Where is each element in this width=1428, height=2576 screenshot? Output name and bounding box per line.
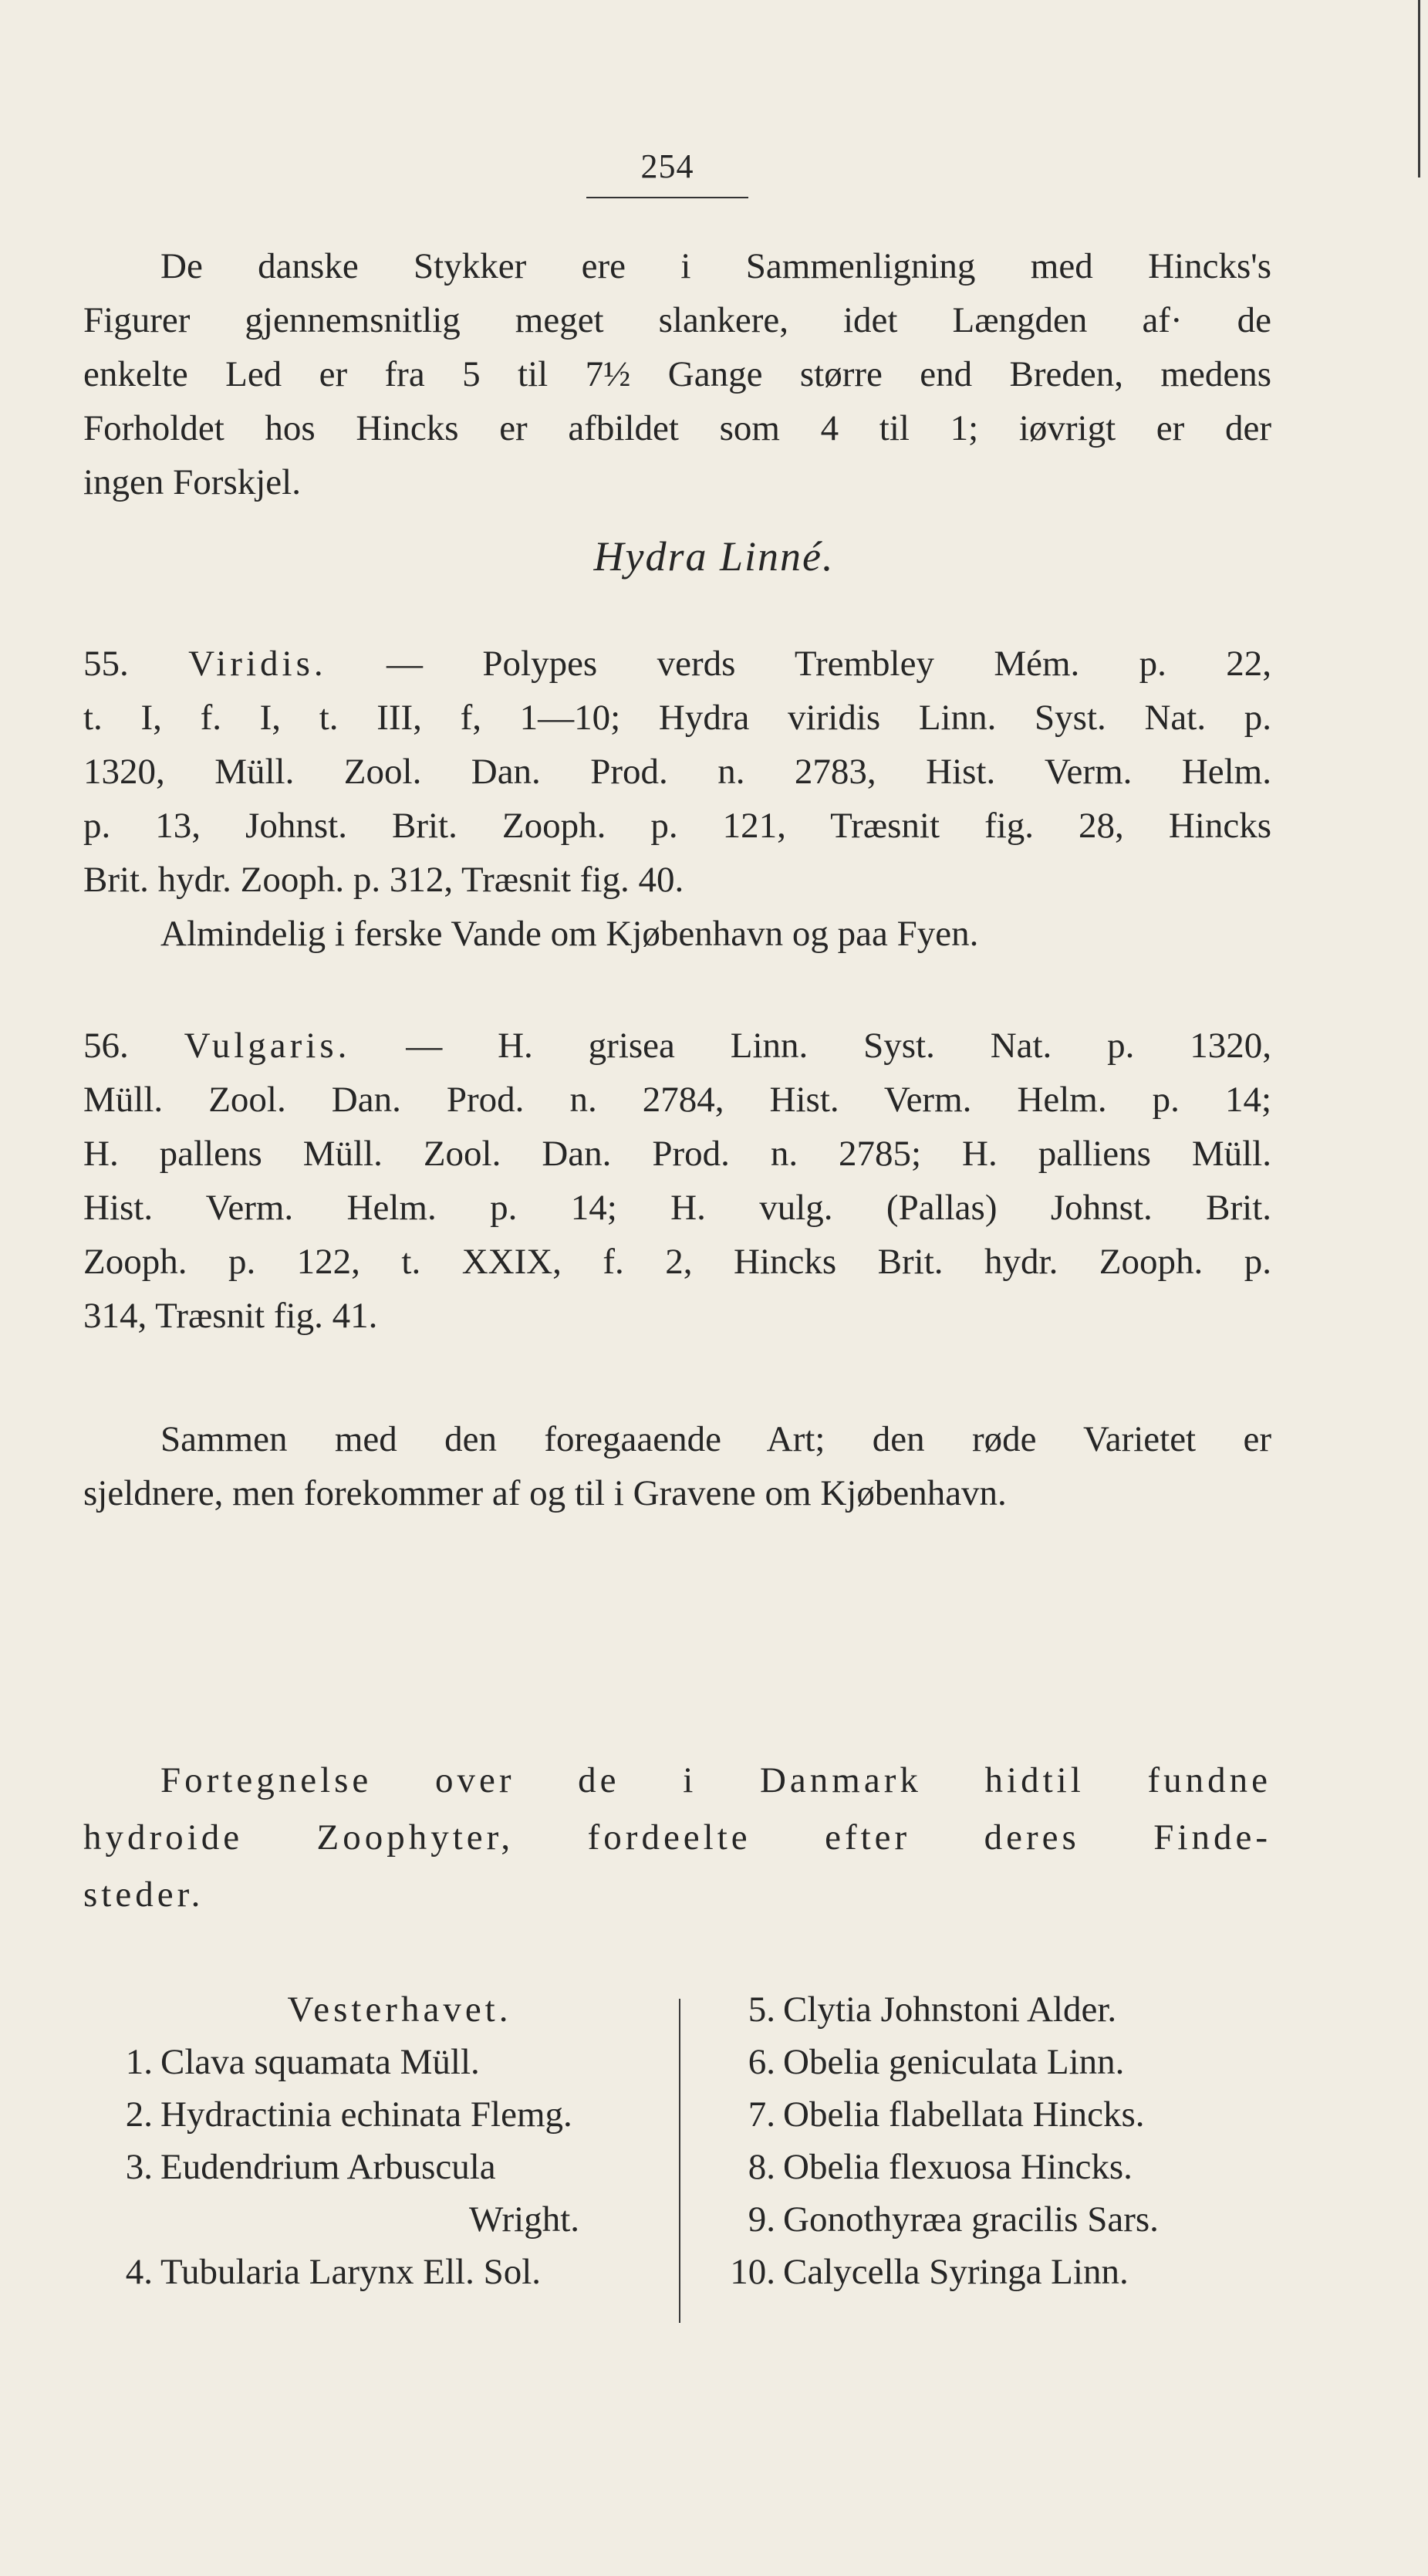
list-item xyxy=(721,2246,1323,2298)
species-reference-line: Hist. Verm. Helm. p. 14; H. vulg. (Pallas) Johnst. Brit. xyxy=(83,1188,1271,1228)
species-reference-line: 314, Træsnit fig. 41. xyxy=(83,1296,378,1336)
list-item xyxy=(721,2036,1323,2088)
species-reference-line: p. 13, Johnst. Brit. Zooph. p. 121, Træsnit fig. 28, Hincks xyxy=(83,806,1271,846)
list-item xyxy=(721,2193,1323,2246)
list-item xyxy=(99,2141,654,2193)
species-habitat-note-56 xyxy=(83,1412,1271,1520)
column-divider xyxy=(679,1999,680,2323)
list-heading-line: Fortegnelse over de i Danmark hidtil fundne xyxy=(160,1760,1271,1800)
species-reference-line: Müll. Zool. Dan. Prod. n. 2784, Hist. Verm. Helm. p. 14; xyxy=(83,1080,1271,1120)
item-name: Hydractinia echinata Flemg. xyxy=(160,2094,572,2135)
item-name: Obelia geniculata Linn. xyxy=(783,2042,1125,2082)
item-name: Clava squamata Müll. xyxy=(160,2042,480,2082)
paragraph-line: ingen Forskjel. xyxy=(83,462,301,502)
item-name-continuation: Wright. xyxy=(469,2199,579,2240)
species-reference: — H. grisea Linn. Syst. Nat. p. 1320, xyxy=(406,1026,1272,1066)
species-entry-56 xyxy=(83,1019,1271,1343)
habitat-note-line: sjeldnere, men forekommer af og til i Gravene om Kjøbenhavn. xyxy=(83,1473,1007,1513)
list-item xyxy=(721,2141,1323,2193)
genus-heading: Hydra Linné. xyxy=(593,533,835,580)
species-name: Viridis. xyxy=(188,644,327,684)
item-number: 5. xyxy=(748,1989,775,2030)
list-column-left xyxy=(99,1983,654,2298)
item-number: 10. xyxy=(730,2252,775,2292)
species-name: Vulgaris. xyxy=(184,1026,351,1066)
item-number: 2. xyxy=(125,2094,153,2135)
species-habitat-note: Almindelig i ferske Vande om Kjøbenhavn og paa Fyen. xyxy=(160,914,979,954)
species-entry-55 xyxy=(83,637,1271,961)
list-heading-line: hydroide Zoophyter, fordeelte efter deres Finde- xyxy=(83,1817,1271,1858)
paragraph-line: enkelte Led er fra 5 til 7½ Gange større end Breden, medens xyxy=(83,354,1271,394)
item-number: 7. xyxy=(748,2094,775,2135)
intro-paragraph xyxy=(83,239,1271,509)
list-item xyxy=(99,2036,654,2088)
item-name: Eudendrium Arbuscula xyxy=(160,2147,496,2187)
list-item xyxy=(721,1983,1323,2036)
paragraph-line: Forholdet hos Hincks er afbildet som 4 til 1; iøvrigt er der xyxy=(83,408,1271,448)
species-reference-line: t. I, f. I, t. III, f, 1—10; Hydra viridis Linn. Syst. Nat. p. xyxy=(83,698,1271,738)
species-first-line xyxy=(83,1019,1271,1073)
paragraph-line: De danske Stykker ere i Sammenligning med Hincks's xyxy=(160,246,1271,286)
item-name: Obelia flabellata Hincks. xyxy=(783,2094,1145,2135)
item-number: 1. xyxy=(125,2042,153,2082)
list-heading xyxy=(83,1752,1271,1923)
species-reference-line: Brit. hydr. Zooph. p. 312, Træsnit fig. 40. xyxy=(83,860,684,900)
item-number: 3. xyxy=(125,2147,153,2187)
item-number: 4. xyxy=(125,2252,153,2292)
species-reference: — Polypes verds Trembley Mém. p. 22, xyxy=(387,644,1272,684)
page-edge-line xyxy=(1418,0,1420,177)
page-number: 254 xyxy=(640,147,694,185)
item-number: 9. xyxy=(748,2199,775,2240)
species-number: 56. xyxy=(83,1026,129,1066)
species-first-line xyxy=(83,637,1271,691)
item-number: 6. xyxy=(748,2042,775,2082)
item-name: Tubularia Larynx Ell. Sol. xyxy=(160,2252,542,2292)
list-column-right xyxy=(721,1983,1323,2298)
list-item xyxy=(99,2246,654,2298)
species-reference-line: Zooph. p. 122, t. XXIX, f. 2, Hincks Brit. hydr. Zooph. p. xyxy=(83,1242,1271,1282)
page-number-rule xyxy=(586,197,748,198)
item-name: Calycella Syringa Linn. xyxy=(783,2252,1129,2292)
species-number: 55. xyxy=(83,644,129,684)
list-heading-line: steder. xyxy=(83,1875,204,1915)
species-reference-line: 1320, Müll. Zool. Dan. Prod. n. 2783, Hist. Verm. Helm. xyxy=(83,752,1271,792)
list-item xyxy=(721,2088,1323,2141)
region-heading: Vesterhavet. xyxy=(287,1989,512,2030)
species-reference-line: H. pallens Müll. Zool. Dan. Prod. n. 2785; H. palliens Müll. xyxy=(83,1134,1271,1174)
list-item xyxy=(99,2088,654,2141)
item-name: Gonothyræa gracilis Sars. xyxy=(783,2199,1159,2240)
item-name: Obelia flexuosa Hincks. xyxy=(783,2147,1133,2187)
habitat-note-line: Sammen med den foregaaende Art; den røde Varietet er xyxy=(160,1419,1271,1459)
paragraph-line: Figurer gjennemsnitlig meget slankere, idet Længden af· de xyxy=(83,300,1271,340)
item-number: 8. xyxy=(748,2147,775,2187)
item-name: Clytia Johnstoni Alder. xyxy=(783,1989,1117,2030)
